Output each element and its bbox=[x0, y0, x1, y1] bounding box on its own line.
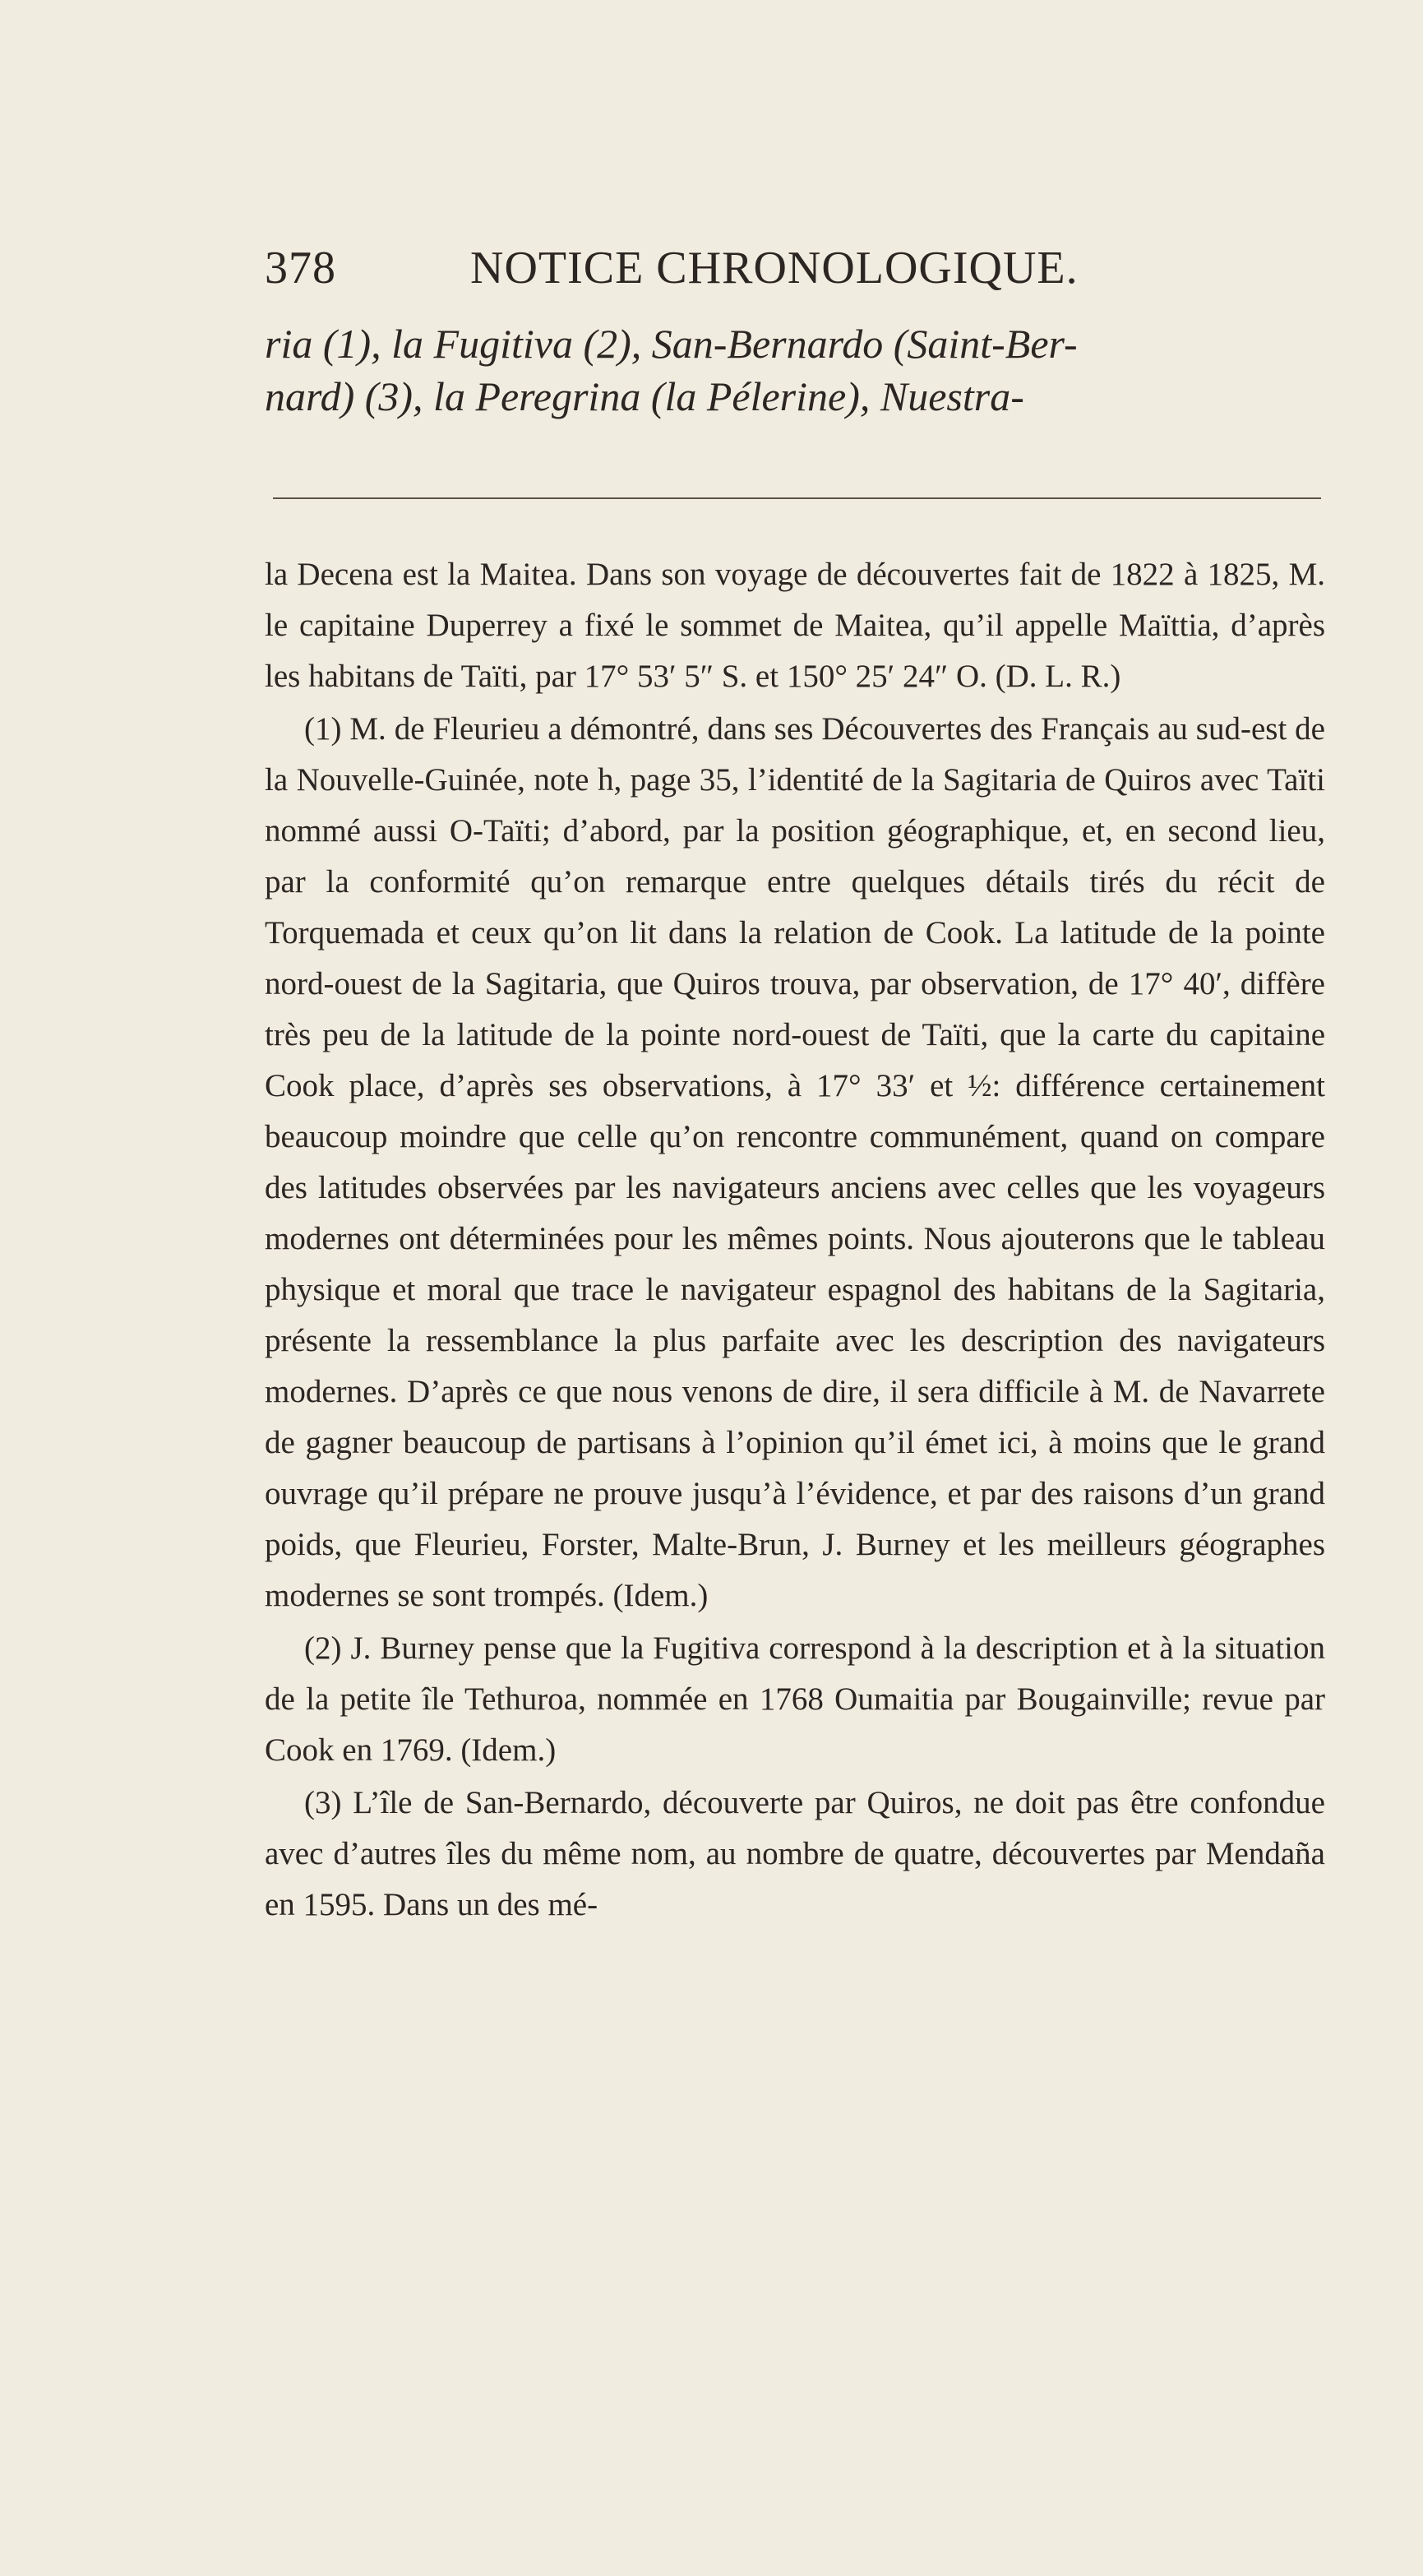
footnotes bbox=[265, 549, 1325, 1931]
page-number: 378 bbox=[265, 243, 336, 294]
main-text bbox=[265, 317, 1325, 423]
page-header bbox=[265, 235, 1325, 301]
footnote-separator bbox=[273, 497, 1321, 499]
footnote-2: (2) J. Burney pense que la Fugitiva correspond à la description et à la situation de la petite île Tethuroa, nommée en 1768 Oumaitia par Bougainville; revue par Cook en 1769. (Idem.) bbox=[265, 1630, 1325, 1768]
running-title: NOTICE CHRONOLOGIQUE. bbox=[470, 243, 1079, 294]
main-text-line: nard) (3), la Peregrina (la Pélerine), Nuestra- bbox=[265, 373, 1024, 419]
main-text-line: ria (1), la Fugitiva (2), San-Bernardo (Saint-Ber- bbox=[265, 321, 1078, 367]
footnote-1: (1) M. de Fleurieu a démontré, dans ses Découvertes des Français au sud-est de la Nouvelle-Guinée, note h, page 35, l’identité de la Sagitaria de Quiros avec Taïti nommé aussi O-Taïti; d’abord, par la position géographique, et, en second lieu, par la conformité qu’on remarque entre quelques détails tirés du récit de Torquemada et ceux qu’on lit dans la relation de Cook. La latitude de la pointe nord-ouest de la Sagitaria, que Quiros trouva, par observation, de 17° 40′, diffère très peu de la latitude de la pointe nord-ouest de Taïti, que la carte du capitaine Cook place, d’après ses observations, à 17° 33′ et ½: différence certainement beaucoup moindre que celle qu’on rencontre communément, quand on compare des latitudes observées par les navigateurs anciens avec celles que les voyageurs modernes ont déterminées pour les mêmes points. Nous ajouterons que le tableau physique et moral que trace le navigateur espagnol des habitans de la Sagitaria, présente la ressemblance la plus parfaite avec les description des navigateurs modernes. D’après ce que nous venons de dire, il sera difficile à M. de Navarrete de gagner beaucoup de partisans à l’opinion qu’il émet ici, à moins que le grand ouvrage qu’il prépare ne prouve jusqu’à l’évidence, et par des raisons d’un grand poids, que Fleurieu, Forster, Malte-Brun, J. Burney et les meilleurs géographes modernes se sont trompés. (Idem.) bbox=[265, 711, 1325, 1613]
footnote-3: (3) L’île de San-Bernardo, découverte par Quiros, ne doit pas être confondue avec d’autres îles du même nom, au nombre de quatre, découvertes par Mendaña en 1595. Dans un des mé- bbox=[265, 1785, 1325, 1922]
footnote-continuation: la Decena est la Maitea. Dans son voyage de découvertes fait de 1822 à 1825, M. le capitaine Duperrey a fixé le sommet de Maitea, qu’il appelle Maïttia, d’après les habitans de Taïti, par 17° 53′ 5″ S. et 150° 25′ 24″ O. (D. L. R.) bbox=[265, 557, 1325, 694]
